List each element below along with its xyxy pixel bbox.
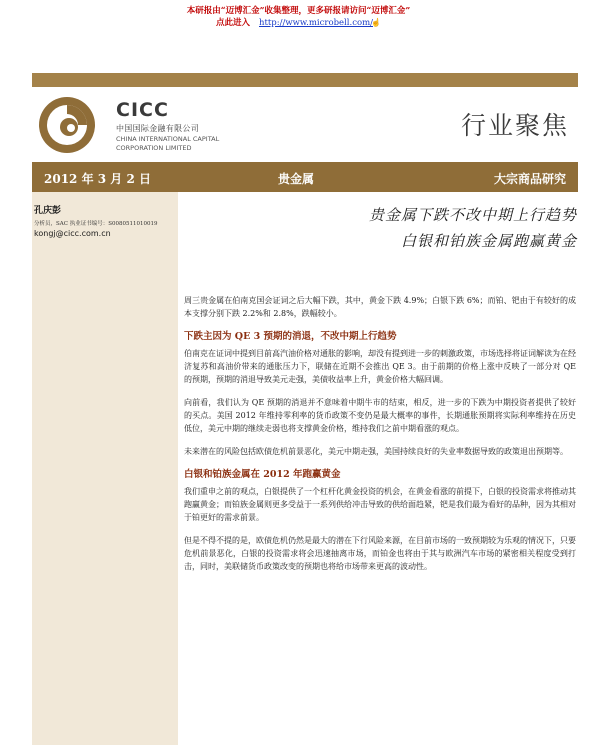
- logo-en-line-2: CORPORATION LIMITED: [116, 144, 192, 152]
- logo-en-line-1: CHINA INTERNATIONAL CAPITAL: [116, 135, 220, 143]
- body-paragraph-4: 我们重申之前的观点，白银提供了一个杠杆化黄金投资的机会，在黄金看涨的前提下，白银的投资需求将推动其跑赢黄金；而铂族金属则更多受益于一系列供给冲击导致的供给面趋紧，钯是我们最为看好的品种，因为其相对于铂更好的需求前景。: [184, 487, 576, 522]
- hand-cursor-icon: ☝: [371, 18, 381, 27]
- notice-line-1: 本研报由“迈博汇金”收集整理，更多研报请访问“迈博汇金”: [186, 6, 411, 16]
- analyst-cert: 分析员，SAC 执业证书编号：S0080511010019: [34, 221, 158, 227]
- cicc-logo: [38, 96, 238, 160]
- top-gold-bar: [32, 73, 578, 87]
- body-paragraph-2: 向前看，我们认为 QE 预期的消退并不意味着中期牛市的结束，相反，进一步的下跌为中期投资者提供了较好的买点。美国 2012 年维持零利率的货币政策不变仍是最大概率的事件，长期通胀预期将实际利率维持在历史低位，美元中期的继续走弱也将支撑黄金价格，维持我们之前中期看涨的观点。: [184, 398, 576, 433]
- logo-cn-name: 中国国际金融有限公司: [116, 124, 199, 133]
- report-series-title: 行业聚焦: [460, 111, 569, 140]
- intro-paragraph: 周三贵金属在伯南克国会证词之后大幅下跌，其中，黄金下跌 4.9%；白银下跌 6%；而铂、钯由于有较好的成本支撑分别下跌 2.2%和 2.8%，跌幅较小。: [184, 296, 576, 318]
- section-heading-1: 下跌主因为 QE 3 预期的消退，不改中期上行趋势: [184, 331, 397, 342]
- body-paragraph-3: 未来潜在的风险包括欧债危机前景恶化，美元中期走强，美国持续良好的失业率数据导致的政策退出预期等。: [184, 447, 568, 456]
- section-heading-2: 白银和铂族金属在 2012 年跑赢黄金: [184, 469, 341, 480]
- left-sidebar: [32, 162, 178, 745]
- report-sector: 贵金属: [278, 172, 315, 186]
- notice-line-2: [0, 17, 597, 29]
- report-header-bar: [32, 162, 578, 192]
- report-subtitle: 白银和铂族金属跑赢黄金: [400, 232, 577, 250]
- report-body: [184, 294, 576, 583]
- logo-cicc-text: CICC: [116, 99, 169, 121]
- analyst-name: 孔庆彭: [34, 206, 62, 216]
- notice-prefix: 点此进入: [216, 18, 251, 28]
- cicc-logo-icon: [38, 96, 96, 154]
- analyst-email[interactable]: kongj@cicc.com.cn: [34, 229, 111, 238]
- logo-wordmark: [116, 100, 256, 152]
- report-type: 大宗商品研究: [493, 172, 566, 186]
- microbell-link[interactable]: http://www.microbell.com/: [259, 18, 373, 28]
- report-main-title: 贵金属下跌不改中期上行趋势: [368, 206, 577, 224]
- redistribution-notice: [0, 6, 597, 29]
- report-date: 2012 年 3 月 2 日: [44, 172, 151, 186]
- body-paragraph-5: 但是不得不提的是，欧债危机仍然是最大的潜在下行风险来源，在目前市场的一致预期较为乐观的情况下，只要危机前景恶化，白银的投资需求将会迅速抽离市场，而铂金也将由于其与欧洲汽车市场的紧密相关程度受到打击，同时，美联储货币政策改变的预期也将给市场带来更高的波动性。: [184, 536, 576, 571]
- analyst-info: [34, 203, 180, 238]
- body-paragraph-1: 伯南克在证词中提到目前高汽油价格对通胀的影响，却没有提到进一步的刺激政策，市场选择将证词解读为在经济复苏和高油价带来的通胀压力下，联储在近期不会推出 QE 3。由于前期的价格上涨中反映了一部分对 QE 的预期，预期的消退导致美元走强，美债收益率上升，黄金价格大幅回调。: [184, 349, 576, 384]
